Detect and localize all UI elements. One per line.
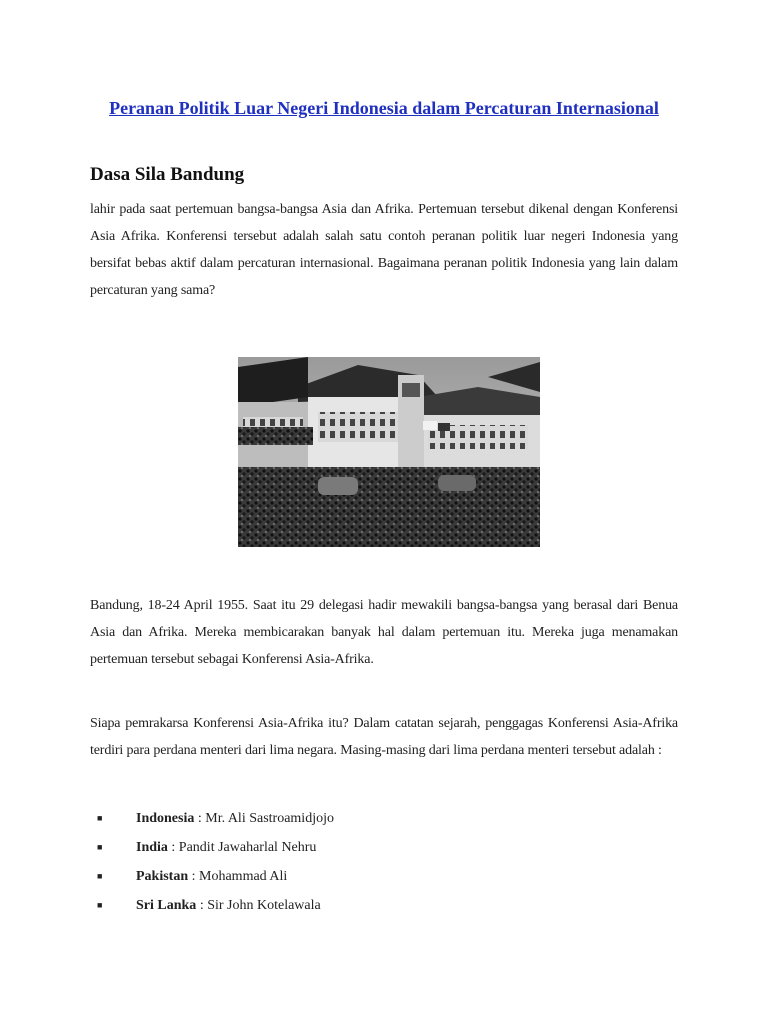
photo-illustration [238, 357, 540, 547]
section-heading: Dasa Sila Bandung [90, 164, 245, 185]
list-item [90, 834, 334, 863]
country-name: Indonesia [136, 811, 195, 826]
page-title [90, 90, 678, 127]
list-item [90, 805, 334, 834]
bullet-icon: ■ [97, 900, 103, 910]
list-item [90, 863, 334, 892]
bullet-icon: ■ [97, 871, 103, 881]
bullet-icon: ■ [97, 813, 103, 823]
country-name: Sri Lanka [136, 898, 197, 913]
country-name: India [136, 840, 168, 855]
premier-name: : Sir John Kotelawala [196, 898, 321, 913]
premier-name: : Mohammad Ali [188, 869, 288, 884]
bullet-icon: ■ [97, 842, 103, 852]
conference-paragraph: Bandung, 18-24 April 1955. Saat itu 29 delegasi hadir mewakili bangsa-bangsa yang berasal dari Benua Asia dan Afrika. Mereka membicarakan banyak hal dalam pertemuan itu. Mereka juga menamakan pertemuan tersebut sebagai Konferensi Asia-Afrika. [90, 598, 678, 667]
conference-photo [238, 357, 540, 547]
premier-name: : Pandit Jawaharlal Nehru [167, 840, 317, 855]
title-link[interactable]: Peranan Politik Luar Negeri Indonesia dalam Percaturan Internasional [109, 98, 659, 118]
premier-name: : Mr. Ali Sastroamidjojo [194, 811, 334, 826]
country-name: Pakistan [136, 869, 189, 884]
intro-paragraph: lahir pada saat pertemuan bangsa-bangsa Asia dan Afrika. Pertemuan tersebut dikenal dengan Konferensi Asia Afrika. Konferensi tersebut adalah salah satu contoh peranan politik luar negeri Indonesia yang bersifat bebas aktif dalam percaturan internasional. Bagaimana peranan politik Indonesia yang lain dalam percaturan yang sama? [90, 202, 678, 298]
initiators-paragraph: Siapa pemrakarsa Konferensi Asia-Afrika itu? Dalam catatan sejarah, penggagas Konferensi Asia-Afrika terdiri para perdana menteri dari lima negara. Masing-masing dari lima perdana menteri tersebut adalah : [90, 716, 678, 758]
list-item [90, 892, 334, 921]
premiers-list [90, 805, 334, 921]
